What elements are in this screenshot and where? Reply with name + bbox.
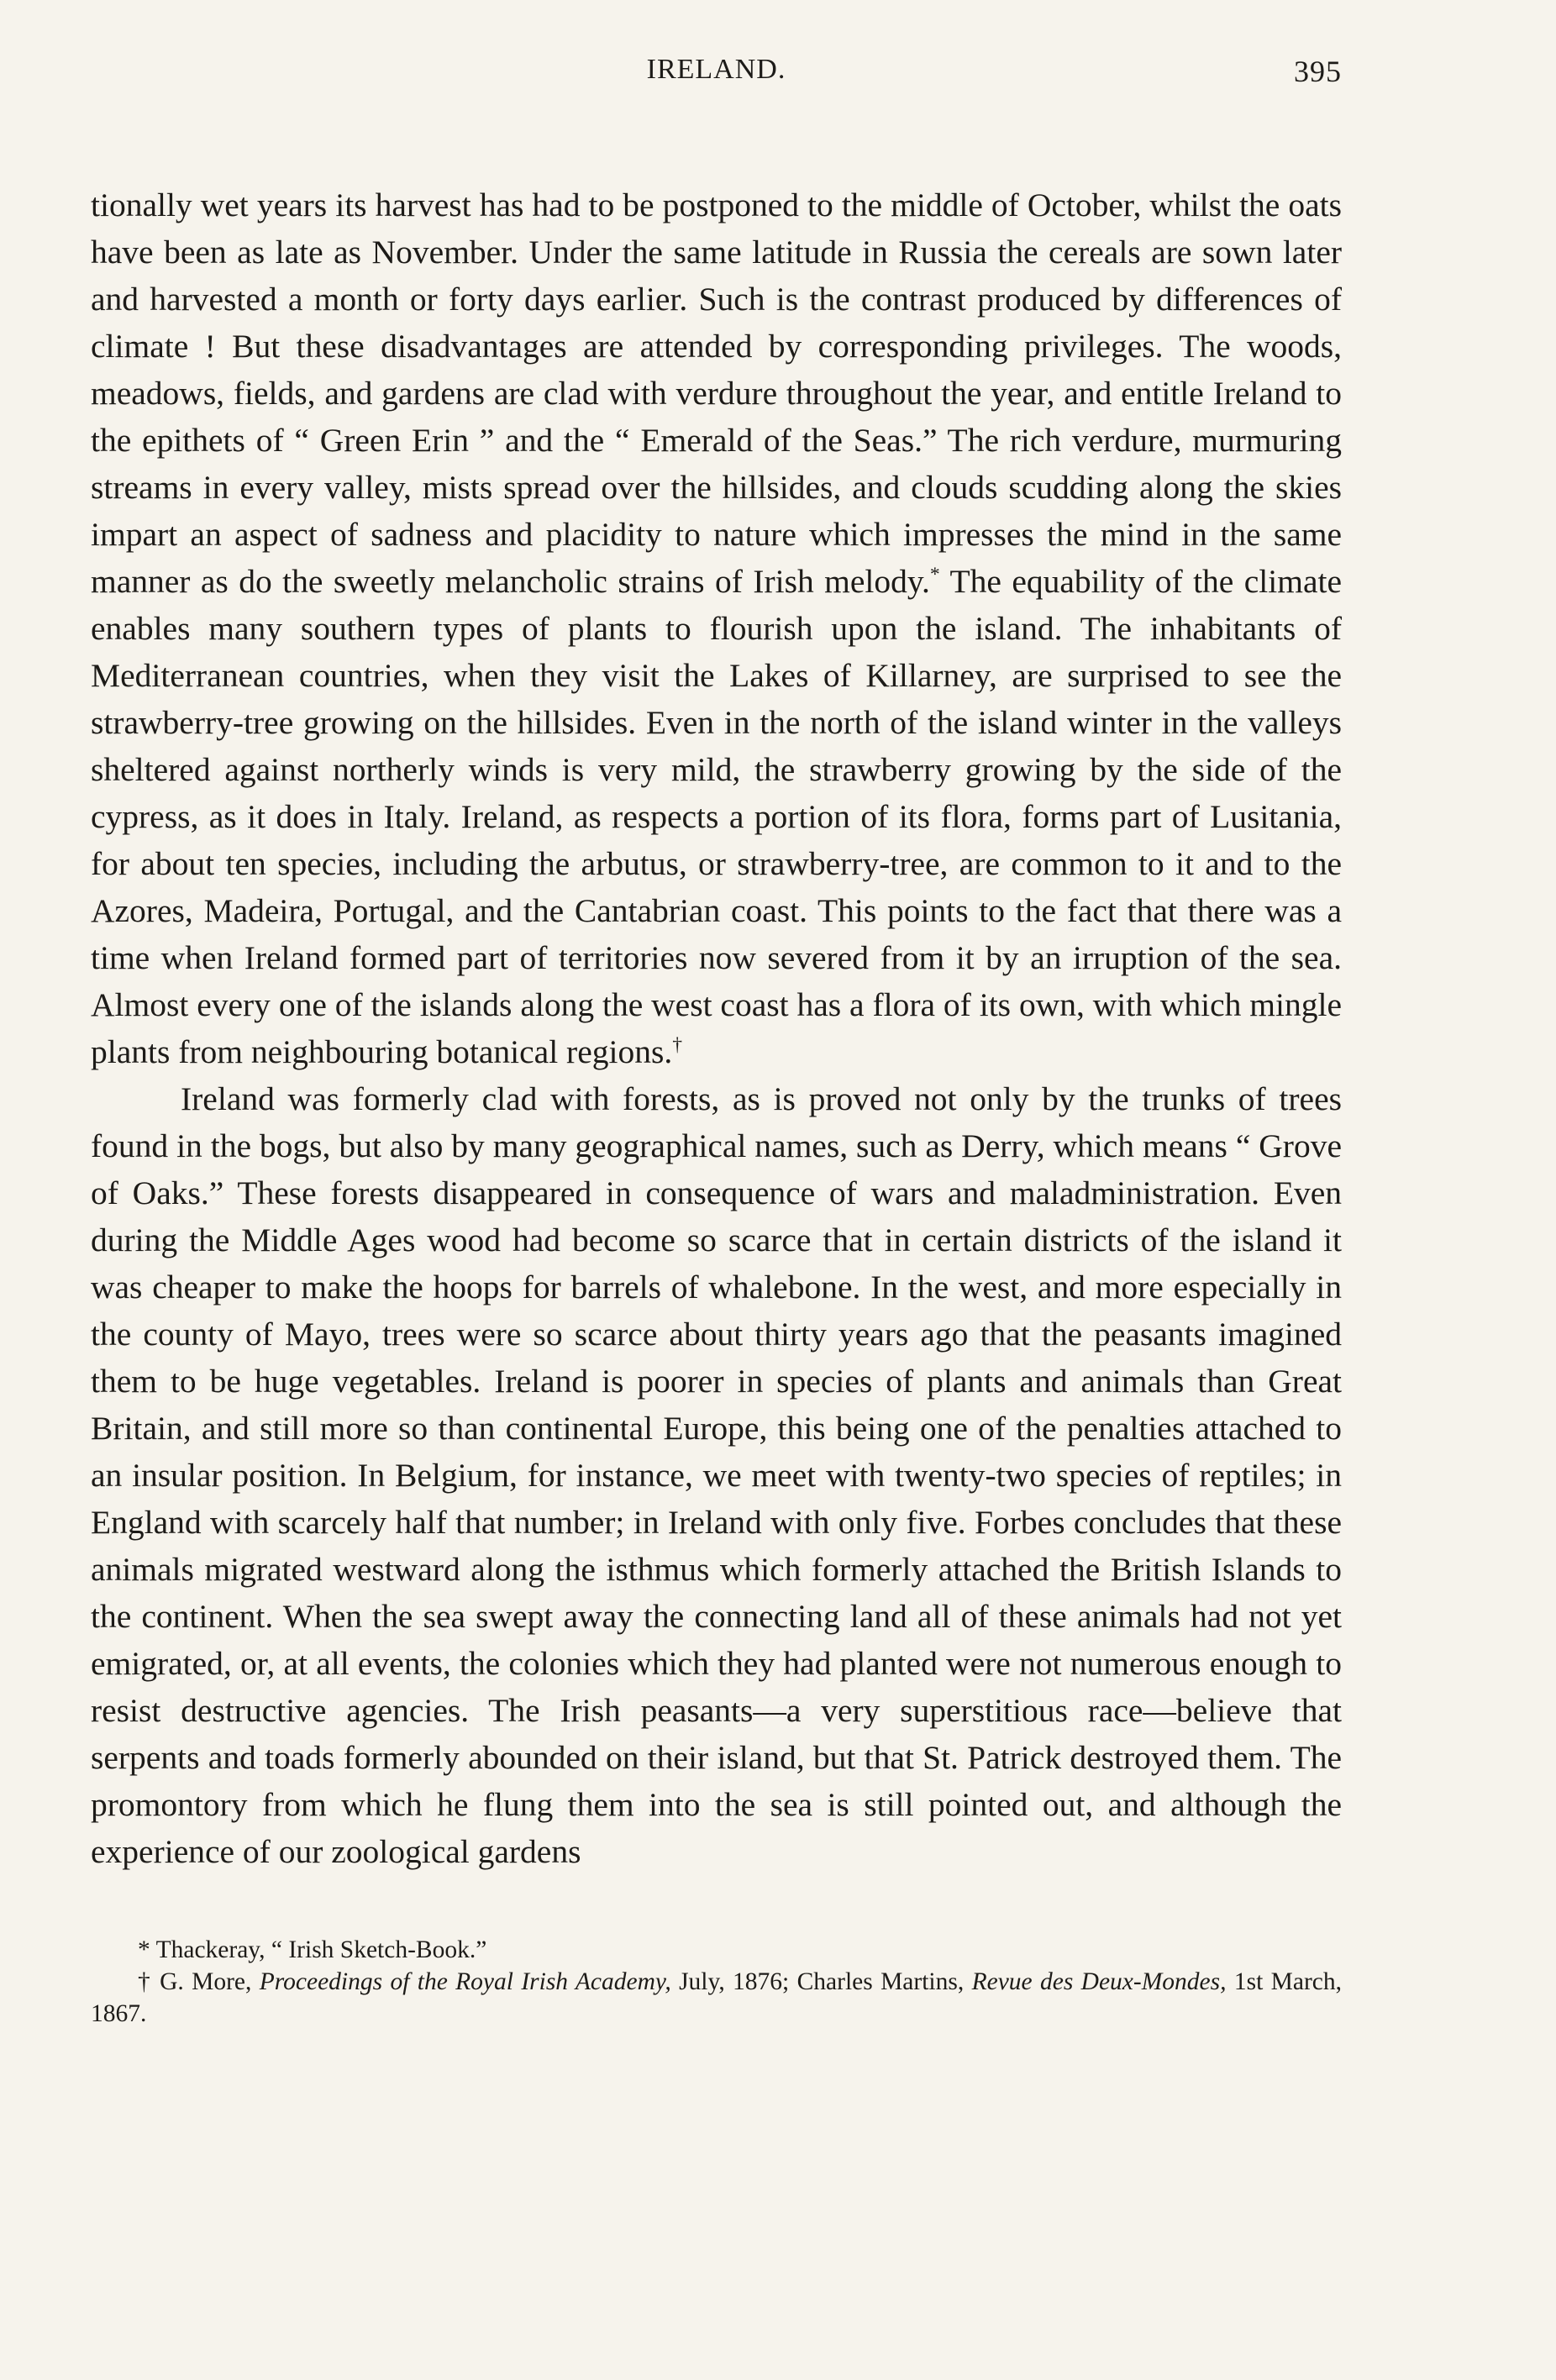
footnote-1 [91, 1934, 1342, 1966]
footnotes [91, 1934, 1342, 2030]
footnote-1-mark: * [138, 1936, 150, 1963]
footnote-2-mark: † [138, 1968, 152, 1995]
footnote-2-author: G. More, [151, 1968, 260, 1995]
paragraph-2: Ireland was formerly clad with forests, as is proved not only by the trunks of trees found in the bogs, but also by many geographical names, such as Derry, which means “ Grove of Oaks.” These forests disappeared in consequence of wars and maladministration. Even during the Middle Ages wood had become so scarce that in certain districts of the island it was cheaper to make the hoops for barrels of whalebone. In the west, and more especially in the county of Mayo, trees were so scarce about thirty years ago that the peasants imagined them to be huge vegetables. Ireland is poorer in species of plants and animals than Great Britain, and still more so than continental Europe, this being one of the penalties attached to an insular position. In Belgium, for instance, we meet with twenty-two species of reptiles; in England with scarcely half that number; in Ireland with only five. Forbes concludes that these animals migrated westward along the isthmus which formerly attached the British Islands to the continent. When the sea swept away the connecting land all of these animals had not yet emigrated, or, at all events, the colonies which they had planted were not numerous enough to resist destructive agencies. The Irish peasants—a very superstitious race—believe that serpents and toads formerly abounded on their island, but that St. Patrick destroyed them. The promontory from which he flung them into the sea is still pointed out, and although the experience of our zoological gardens [91, 1080, 1342, 1870]
paragraph-continued [91, 181, 1342, 1075]
chapter-title: IRELAND. [646, 54, 786, 85]
page-number: 395 [1294, 55, 1342, 88]
footnote-2-journal-2: Revue des Deux-Mondes, [971, 1968, 1227, 1995]
footnote-ref-1[interactable]: * [929, 563, 940, 586]
paragraph-1-text-a: tionally wet years its harvest has had to be postponed to the middle of October, whilst the oats have been as late as November. Under the same latitude in Russia the cereals are sown later and harvested a month or forty days earlier. Such is the contrast produced by differences of climate ! But these disadvantages are attended by corresponding privileges. The woods, meadows, fields, and gardens are clad with verdure throughout the year, and entitle Ireland to the epithets of “ Green Erin ” and the “ Emerald of the Seas.” The rich verdure, murmuring streams in every valley, mists spread over the hillsides, and clouds scudding along the skies impart an aspect of sadness and placidity to nature which impresses the mind in the same manner as do the sweetly melancholic strains of Irish melody. [91, 187, 1342, 600]
paragraph-1-text-b: The equability of the climate enables many southern types of plants to flourish upon the island. The inhabitants of Mediterranean countries, when they visit the Lakes of Killarney, are surprised to see the strawberry-tree growing on the hillsides. Even in the north of the island winter in the valleys sheltered against northerly winds is very mild, the strawberry growing by the side of the cypress, as it does in Italy. Ireland, as respects a portion of its flora, forms part of Lusitania, for about ten species, including the arbutus, or strawberry-tree, are common to it and to the Azores, Madeira, Portugal, and the Cantabrian coast. This points to the fact that there was a time when Ireland formed part of territories now severed from it by an irruption of the sea. Almost every one of the islands along the west coast has a flora of its own, with which mingle plants from neighbouring botanical regions. [91, 563, 1342, 1070]
footnote-2 [91, 1966, 1342, 2030]
footnote-2-end: 1st March, 1867. [91, 1968, 1342, 2027]
body-text [91, 181, 1342, 1875]
footnote-ref-2[interactable]: † [672, 1033, 683, 1056]
footnote-1-text: Thackeray, “ Irish Sketch-Book.” [150, 1936, 487, 1963]
footnote-2-mid: July, 1876; Charles Martins, [670, 1968, 972, 1995]
running-head [91, 50, 1342, 101]
footnote-2-journal: Proceedings of the Royal Irish Academy, [259, 1968, 671, 1995]
